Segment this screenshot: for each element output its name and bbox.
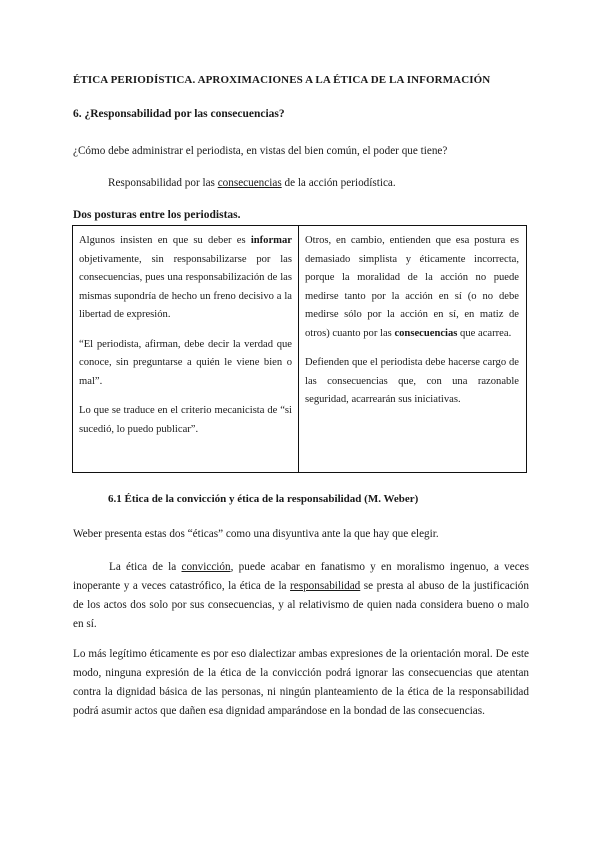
legitimate-paragraph: Lo más legítimo éticamente es por eso dialectizar ambas expresiones de la orientación moral. De este modo, ninguna expresión de la ética de la convicción podrá ignorar las consecuencias que atentan contra la dignidad básica de las personas, ni ningún planteamiento de la ética de la responsabilidad podrá asumir actos que dañen esa dignidad amparándose en la bondad de las consecuencias. [73, 648, 529, 717]
right-paragraph-1 [305, 232, 519, 343]
left-p1-text-a: Algunos insisten en que su deber es [79, 235, 251, 246]
right-p1-bold: consecuencias [394, 327, 458, 339]
table-cell-right [299, 226, 525, 472]
table-cell-left [73, 226, 299, 472]
table-heading: Dos posturas entre los periodistas. [73, 209, 241, 221]
right-p1-text-b: que acarrea. [457, 327, 512, 339]
conviccion-text-c: se presta al abuso de la justificación de los actos dos solo por sus consecuencias, y al relativismo de quien nada considera bueno o malo en sí. [73, 580, 529, 630]
right-p1-text-a: Otros, en cambio, entienden que esa postura es demasiado simplista y éticamente incorrecta, porque la moralidad de la acción no puede medirse tanto por la acción en sí (o no debe medirse sólo por la acción en sí, en matiz de otros) cuanto por las [305, 235, 519, 339]
subsection-heading: 6.1 Ética de la convicción y ética de la responsabilidad (M. Weber) [108, 493, 419, 505]
conviccion-text-a: La ética de la [109, 561, 182, 573]
left-paragraph-3: Lo que se traduce en el criterio mecanicista de “si sucedió, lo puedo publicar”. [79, 405, 292, 435]
consecuencias-underlined: consecuencias [217, 177, 282, 189]
conviccion-text-b: , puede acabar en fanatismo y en moralismo ingenuo, a veces inoperante y a veces catastrófico, la ética de la [73, 561, 529, 592]
question-paragraph: ¿Cómo debe administrar el periodista, en vistas del bien común, el poder que tiene? [73, 145, 448, 157]
left-paragraph-2: “El periodista, afirman, debe decir la verdad que conoce, sin preguntarse a quién le viene bien o mal”. [79, 338, 292, 387]
section-heading: 6. ¿Responsabilidad por las consecuencias? [73, 108, 285, 120]
left-p1-bold: informar [250, 235, 292, 246]
document-title: ÉTICA PERIODÍSTICA. APROXIMACIONES A LA ÉTICA DE LA INFORMACIÓN [73, 74, 491, 86]
left-p1-text-b: objetivamente, sin responsabilizarse por las consecuencias, pues una responsabilización de las mismas supondría de hecho un freno decisivo a la libertad de expresión. [79, 253, 292, 320]
conviccion-paragraph [73, 558, 529, 634]
right-paragraph-2: Defienden que el periodista debe hacerse cargo de las consecuencias que, con una razonable seguridad, acarrearán sus iniciativas. [305, 357, 519, 405]
conviccion-underlined: convicción [181, 561, 231, 573]
weber-intro-paragraph: Weber presenta estas dos “éticas” como una disyuntiva ante la que hay que elegir. [73, 528, 439, 540]
responsibility-line-after: de la acción periodística. [281, 177, 396, 189]
responsabilidad-underlined: responsabilidad [290, 580, 361, 592]
responsibility-line-before: Responsabilidad por las [108, 177, 218, 189]
responsibility-line [108, 174, 528, 193]
left-paragraph-1 [79, 232, 292, 325]
positions-table [72, 225, 527, 473]
